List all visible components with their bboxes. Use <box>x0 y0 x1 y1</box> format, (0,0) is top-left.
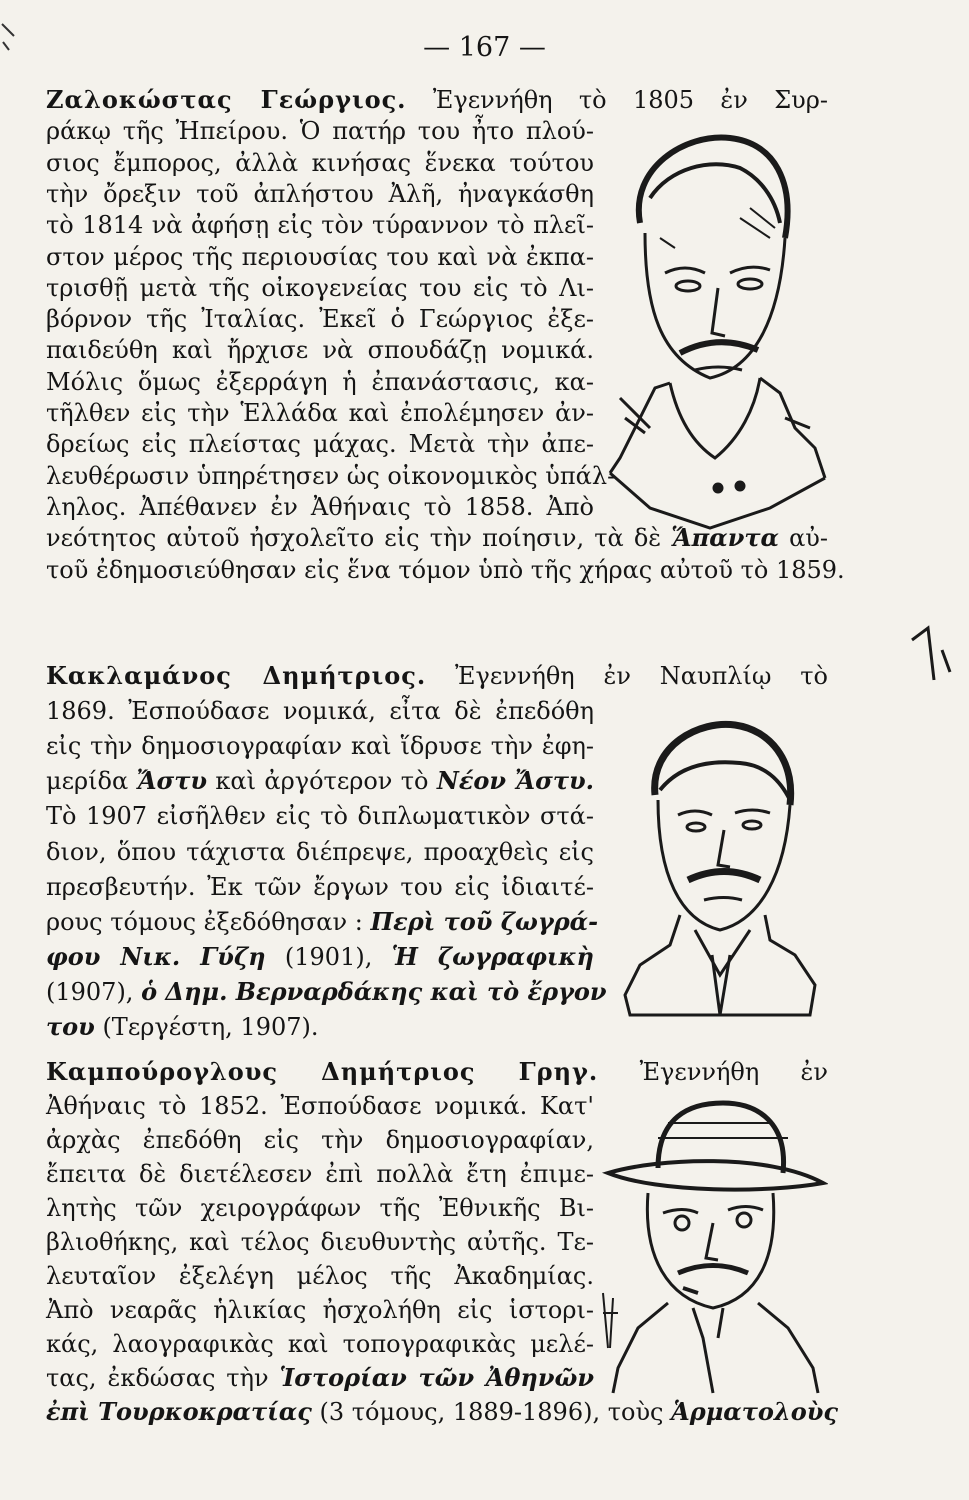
text-line <box>46 491 594 523</box>
text-line <box>46 695 594 727</box>
line-text: τοῦ ἐδημοσιεύθησαν εἰς ἕνα τόμον ὑπὸ τῆς χήρας αὐτοῦ τὸ 1859. <box>46 555 845 584</box>
text-line <box>46 660 828 692</box>
line-text: τὴν ὄρεξιν τοῦ ἀπλήστου Ἀλῆ, ἠναγκάσθη <box>46 179 594 208</box>
line-text: βλιοθήκης, καὶ τέλος διευθυντὴς αὐτῆς. Τε- <box>46 1228 594 1256</box>
line-text: ρους τόμους ἐξεδόθησαν : <box>46 907 371 936</box>
line-text: παιδεύθη καὶ ἤρχισε νὰ σπουδάζῃ νομικά. <box>46 336 594 365</box>
text-line <box>46 1158 594 1190</box>
line-text: (Τεργέστη, 1907). <box>94 1013 319 1041</box>
italic-title: Περὶ τοῦ ζωγρά- <box>370 906 599 936</box>
italic-title: Ἁρματολοὺς <box>671 1397 838 1426</box>
line-text: Ἀθήναις τὸ 1852. Ἐσπούδασε νομικά. Κατ' <box>46 1092 594 1120</box>
portrait-kambouroglous <box>598 1098 828 1398</box>
italic-title: του <box>46 1012 95 1041</box>
line-text: μερίδα <box>46 767 137 796</box>
text-line <box>46 871 594 903</box>
text-line <box>46 1362 594 1394</box>
text-line <box>46 241 594 273</box>
text-line <box>46 115 594 147</box>
line-text: σιος ἔμπορος, ἀλλὰ κινήσας ἕνεκα τούτου <box>46 148 594 177</box>
line-text: τρισθῇ μετὰ τῆς οἰκογενείας του εἰς τὸ Λι- <box>46 273 594 302</box>
text-line <box>46 1192 594 1224</box>
line-text: λητὴς τῶν χειρογράφων τῆς Ἐθνικῆς Βι- <box>46 1194 594 1222</box>
line-text: Ἀπὸ νεαρᾶς ἡλικίας ἠσχολήθη εἰς ἱστορι- <box>46 1296 594 1324</box>
line-text: τὸ 1814 νὰ ἀφήσῃ εἰς τὸν τύραννον τὸ πλεῖ- <box>46 211 594 240</box>
line-text: λευταῖον ἐξελέγη μέλος τῆς Ἀκαδημίας. <box>46 1262 594 1290</box>
line-text: κάς, λαογραφικὰς καὶ τοπογραφικὰς μελέ- <box>46 1330 594 1358</box>
text-line <box>46 1396 838 1428</box>
portrait-kaklamanos <box>620 715 820 1035</box>
text-line <box>46 1260 594 1292</box>
line-text: πρεσβευτήν. Ἐκ τῶν ἔργων του εἰς ἰδιαιτέ- <box>46 872 594 901</box>
line-text: Τὸ 1907 εἰσῆλθεν εἰς τὸ διπλωματικὸν στά- <box>46 802 594 831</box>
line-text: εἰς τὴν δημοσιογραφίαν καὶ ἵδρυσε τὴν ἐφη- <box>46 732 594 761</box>
text-line <box>46 1090 594 1122</box>
text-line <box>46 730 594 762</box>
line-text: ἀρχὰς ἐπεδόθη εἰς τὴν δημοσιογραφίαν, <box>46 1126 594 1154</box>
margin-mark <box>906 620 956 690</box>
text-line <box>46 976 607 1008</box>
italic-title: Ἱστορίαν τῶν Ἀθηνῶν <box>279 1363 594 1392</box>
line-text: Μόλις ὅμως ἐξερράγη ἡ ἐπανάστασις, κα- <box>46 367 594 396</box>
text-line <box>46 836 594 868</box>
portrait-zalokostas <box>590 128 830 568</box>
text-line <box>46 272 594 304</box>
text-line <box>46 1011 594 1043</box>
line-text: βόρνον τῆς Ἰταλίας. Ἐκεῖ ὁ Γεώργιος ἐξε- <box>46 305 594 334</box>
text-line <box>46 800 594 832</box>
text-line <box>46 1328 594 1360</box>
italic-title: Ἡ ζωγραφικὴ <box>391 941 594 971</box>
text-line <box>46 906 599 938</box>
line-text: (3 τόμους, 1889-1896), τοὺς <box>311 1398 672 1426</box>
line-text: τας, ἐκδώσας τὴν <box>46 1364 280 1392</box>
line-text: τῆλθεν εἰς τὴν Ἑλλάδα καὶ ἐπολέμησεν ἀν- <box>46 399 594 427</box>
text-line <box>46 209 594 241</box>
text-line <box>46 1124 594 1156</box>
entry-heading: Κακλαμάνος Δημήτριος. <box>46 661 427 690</box>
portrait-drawing-icon <box>598 1098 828 1398</box>
line-text: (1901), <box>265 942 392 971</box>
text-line <box>46 460 616 492</box>
italic-title: Νέον Ἄστυ. <box>436 766 594 796</box>
portrait-drawing-icon <box>620 715 820 1035</box>
text-line <box>46 428 594 460</box>
text-line <box>46 178 594 210</box>
portrait-drawing-icon <box>590 128 830 568</box>
line-text: αὐ- <box>778 524 828 553</box>
line-text: 1869. Ἐσπούδασε νομικά, εἶτα δὲ ἐπεδόθη <box>46 697 594 726</box>
text-line <box>46 1056 828 1088</box>
line-text: (1907), <box>46 977 142 1006</box>
page-number: — 167 — <box>423 32 546 63</box>
italic-title: ὁ Δημ. Βερναρδάκης καὶ τὸ ἔργον <box>141 976 607 1006</box>
text-line <box>46 397 594 429</box>
line-text: δρείως εἰς πλείστας μάχας. Μετὰ τὴν ἀπε- <box>46 430 594 459</box>
line-text: ἔπειτα δὲ διετέλεσεν ἐπὶ πολλὰ ἔτη ἐπιμε- <box>46 1160 594 1188</box>
text-line <box>46 147 594 179</box>
italic-title: Ἅπαντα <box>671 523 779 553</box>
line-text: Ἐγεννήθη τὸ 1805 ἐν Συρ- <box>406 86 828 114</box>
line-text: διον, ὅπου τάχιστα διέπρεψε, προαχθεὶς εἰς <box>46 837 594 866</box>
text-line <box>46 765 594 797</box>
line-text: καὶ ἀργότερον τὸ <box>207 767 437 796</box>
entry-heading: Καμπούρογλους Δημήτριος Γρηγ. <box>46 1057 599 1086</box>
line-text: λευθέρωσιν ὑπηρέτησεν ὡς οἰκονομικὸς ὑπάλ- <box>46 461 616 490</box>
line-text: Ἐγεννήθη ἐν Ναυπλίῳ τὸ <box>426 662 829 690</box>
line-text: Ἐγεννήθη ἐν <box>598 1058 828 1086</box>
text-line <box>46 84 828 116</box>
text-line <box>46 941 594 973</box>
text-line <box>46 303 594 335</box>
line-text: νεότητος αὐτοῦ ἠσχολεῖτο εἰς τὴν ποίησιν, τὰ δὲ <box>46 524 672 553</box>
text-line <box>46 1226 594 1258</box>
italic-title: φου Νικ. Γύζη <box>46 941 266 971</box>
text-line <box>46 366 594 398</box>
italic-title: Ἄστυ <box>136 766 208 796</box>
text-line <box>46 334 594 366</box>
italic-title: ἐπὶ Τουρκοκρατίας <box>46 1397 312 1426</box>
line-text: στον μέρος τῆς περιουσίας του καὶ νὰ ἐκπα- <box>46 242 594 271</box>
line-text: ράκῳ τῆς Ἠπείρου. Ὁ πατήρ του ἦτο πλού- <box>46 117 594 146</box>
text-line <box>46 1294 594 1326</box>
entry-heading: Ζαλοκώστας Γεώργιος. <box>46 85 407 114</box>
line-text: ληλος. Ἀπέθανεν ἐν Ἀθήναις τὸ 1858. Ἀπὸ <box>46 492 594 521</box>
